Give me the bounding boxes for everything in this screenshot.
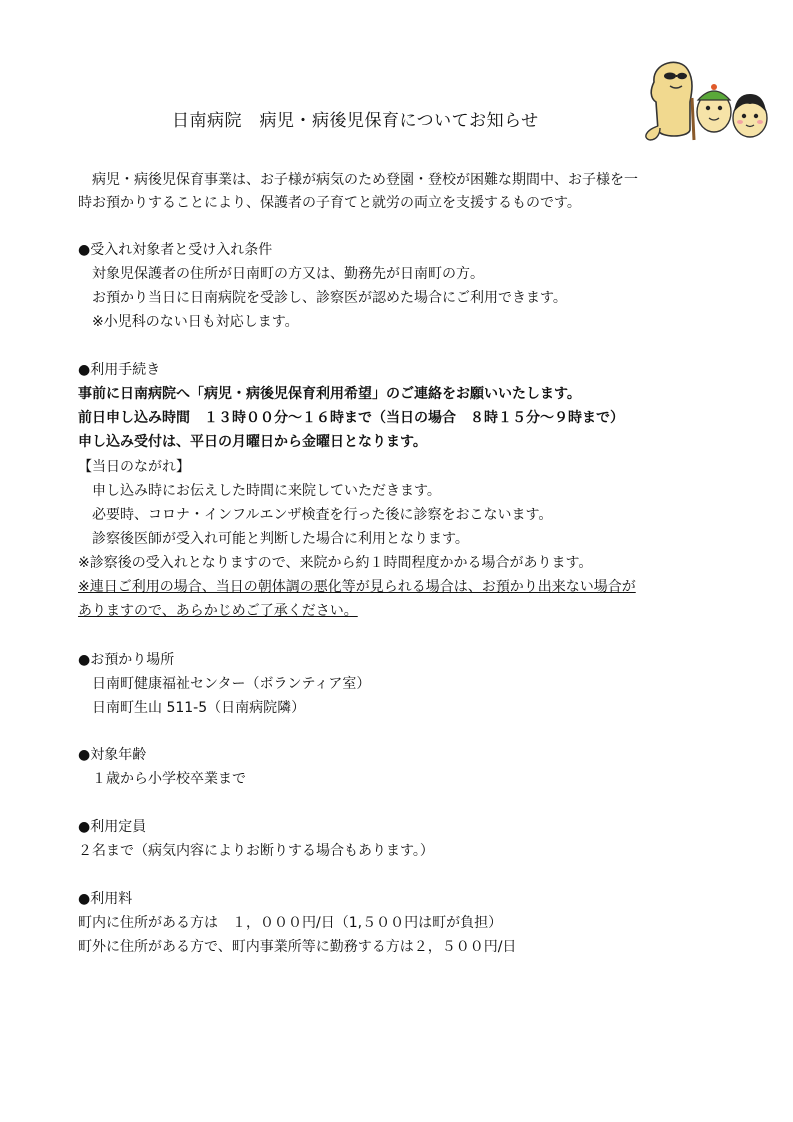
- eligibility-line-2: お預かり当日に日南病院を受診し、診察医が認めた場合にご利用できます。: [92, 290, 567, 306]
- fee-heading: ●利用料: [78, 891, 133, 907]
- fee-line-2: 町外に住所がある方で、町内事業所等に勤務する方は２，５００円/日: [78, 939, 517, 955]
- eligibility-heading: ●受入れ対象者と受け入れ条件: [78, 242, 273, 258]
- flow-line-2: 必要時、コロナ・インフルエンザ検査を行った後に診察をおこないます。: [92, 507, 553, 523]
- page-title: 日南病院 病児・病後児保育についてお知らせ: [172, 111, 539, 131]
- intro-line-2: 時お預かりすることにより、保護者の子育てと就労の両立を支援するものです。: [78, 195, 581, 211]
- eligibility-line-3: ※小児科のない日も対応します。: [92, 314, 299, 330]
- intro-line-1: 病児・病後児保育事業は、お子様が病気のため登園・登校が困難な期間中、お子様を一: [78, 172, 638, 188]
- procedure-note: ※診察後の受入れとなりますので、来院から約１時間程度かかる場合があります。: [78, 555, 593, 571]
- procedure-bold-line-3: 申し込み受付は、平日の月曜日から金曜日となります。: [78, 434, 427, 450]
- procedure-heading: ●利用手続き: [78, 362, 161, 378]
- location-line-1: 日南町健康福祉センター（ボランティア室）: [92, 676, 371, 692]
- procedure-bold-line-2: 前日申し込み時間 １３時００分～１６時まで（当日の場合 ８時１５分～９時まで）: [78, 410, 624, 426]
- procedure-caution-line-1: ※連日ご利用の場合、当日の朝体調の悪化等が見られる場合は、お預かり出来ない場合が: [78, 579, 636, 595]
- fee-line-1: 町内に住所がある方は １，０００円/日（1,５００円は町が負担）: [78, 915, 503, 931]
- flow-line-1: 申し込み時にお伝えした時間に来院していただきます。: [92, 483, 441, 499]
- capacity-heading: ●利用定員: [78, 819, 147, 835]
- mascot-illustration: [640, 52, 772, 142]
- location-heading: ●お預かり場所: [78, 652, 175, 668]
- procedure-caution-line-2: ありますので、あらかじめご了承ください。: [78, 603, 358, 619]
- flow-heading: 【当日のながれ】: [78, 459, 190, 475]
- age-line: １歳から小学校卒業まで: [92, 771, 246, 787]
- mascot-tall-icon: [646, 62, 694, 140]
- mascot-child-green-hat-icon: [697, 84, 731, 132]
- procedure-bold-line-1: 事前に日南病院へ「病児・病後児保育利用希望」のご連絡をお願いいたします。: [78, 386, 581, 402]
- location-line-2: 日南町生山 511-5（日南病院隣）: [92, 700, 306, 716]
- eligibility-line-1: 対象児保護者の住所が日南町の方又は、勤務先が日南町の方。: [92, 266, 484, 282]
- mascot-child-black-hair-icon: [733, 94, 767, 137]
- age-heading: ●対象年齢: [78, 747, 147, 763]
- flow-line-3: 診察後医師が受入れ可能と判断した場合に利用となります。: [92, 531, 469, 547]
- capacity-line: ２名まで（病気内容によりお断りする場合もあります。）: [78, 843, 434, 859]
